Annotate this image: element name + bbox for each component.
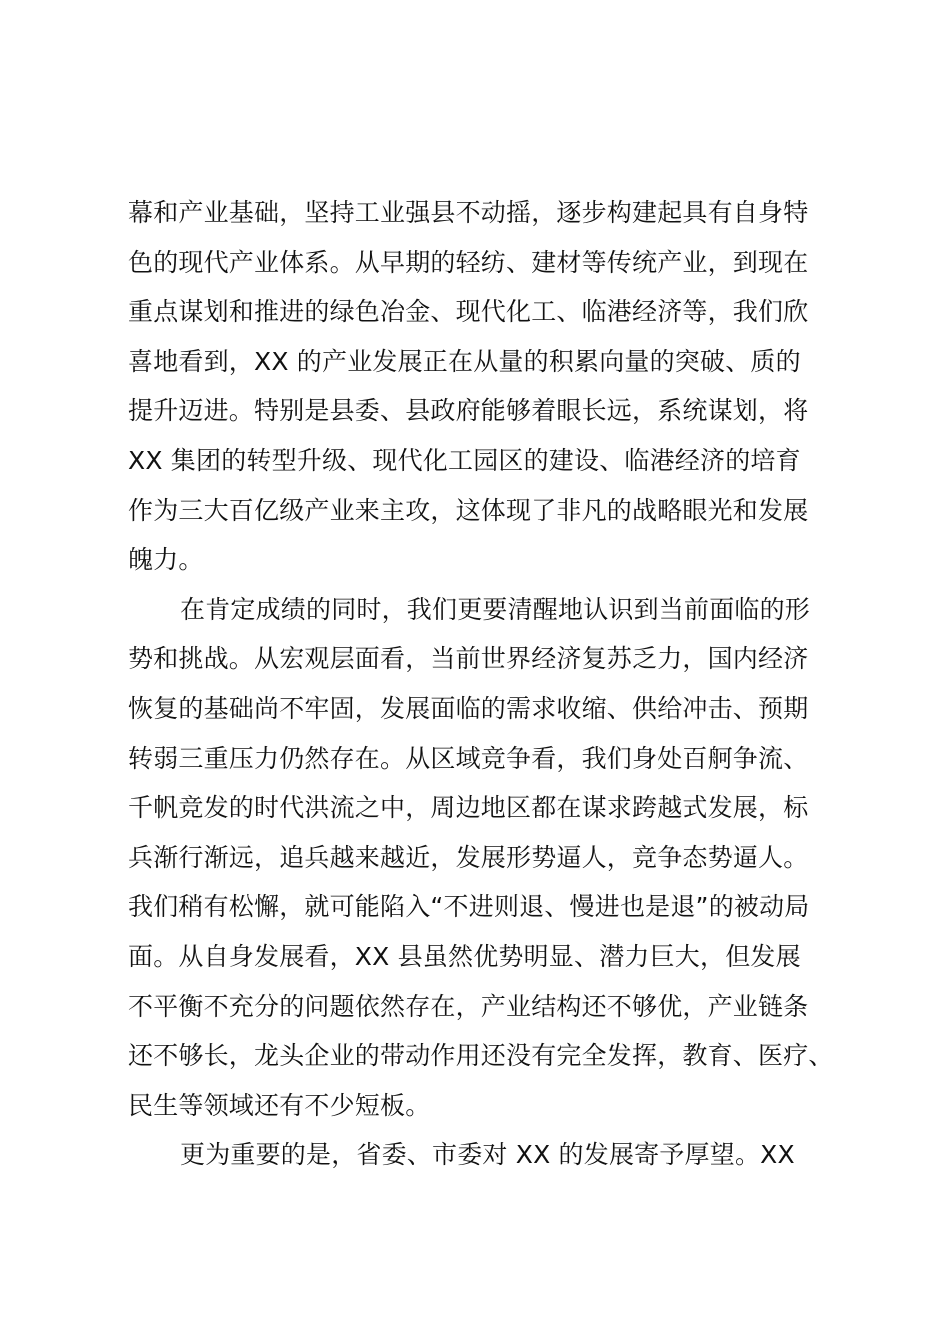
text-line: 幕和产业基础，坚持工业强县不动摇，逐步构建起具有自身特 — [128, 198, 809, 227]
text-line: 转弱三重压力仍然存在。从区域竞争看，我们身处百舸争流、 — [128, 743, 809, 773]
text-line: 喜地看到，XX 的产业发展正在从量的积累向量的突破、质的 — [128, 346, 801, 376]
paragraph-start-line: 更为重要的是，省委、市委对 XX 的发展寄予厚望。XX — [180, 1140, 795, 1170]
text-line: 千帆竞发的时代洪流之中，周边地区都在谋求跨越式发展，标 — [128, 793, 809, 823]
document-body — [128, 188, 848, 1180]
text-line: 兵渐行渐远，追兵越来越近，发展形势逼人，竞争态势逼人。 — [128, 842, 809, 872]
text-line: 作为三大百亿级产业来主攻，这体现了非凡的战略眼光和发展 — [128, 495, 809, 525]
text-line: 还不够长，龙头企业的带动作用还没有完全发挥，教育、医疗、 — [128, 1041, 834, 1071]
text-line: 我们稍有松懈，就可能陷入“不进则退、慢进也是退”的被动局 — [128, 892, 810, 922]
text-line: 重点谋划和推进的绿色冶金、现代化工、临港经济等，我们欣 — [128, 297, 809, 327]
text-line: 民生等领域还有不少短板。 — [128, 1090, 431, 1120]
text-line: 色的现代产业体系。从早期的轻纺、建材等传统产业，到现在 — [128, 247, 809, 277]
text-line: 魄力。 — [128, 545, 204, 575]
text-line: 面。从自身发展看，XX 县虽然优势明显、潜力巨大，但发展 — [128, 941, 801, 971]
text-line: XX 集团的转型升级、现代化工园区的建设、临港经济的培育 — [128, 445, 801, 475]
text-line: 恢复的基础尚不牢固，发展面临的需求收缩、供给冲击、预期 — [128, 693, 809, 723]
paragraph-start-line: 在肯定成绩的同时，我们更要清醒地认识到当前面临的形 — [180, 594, 811, 624]
text-line: 提升迈进。特别是县委、县政府能够着眼长远，系统谋划，将 — [128, 396, 809, 426]
text-line: 不平衡不充分的问题依然存在，产业结构还不够优，产业链条 — [128, 991, 809, 1021]
text-line: 势和挑战。从宏观层面看，当前世界经济复苏乏力，国内经济 — [128, 644, 809, 674]
